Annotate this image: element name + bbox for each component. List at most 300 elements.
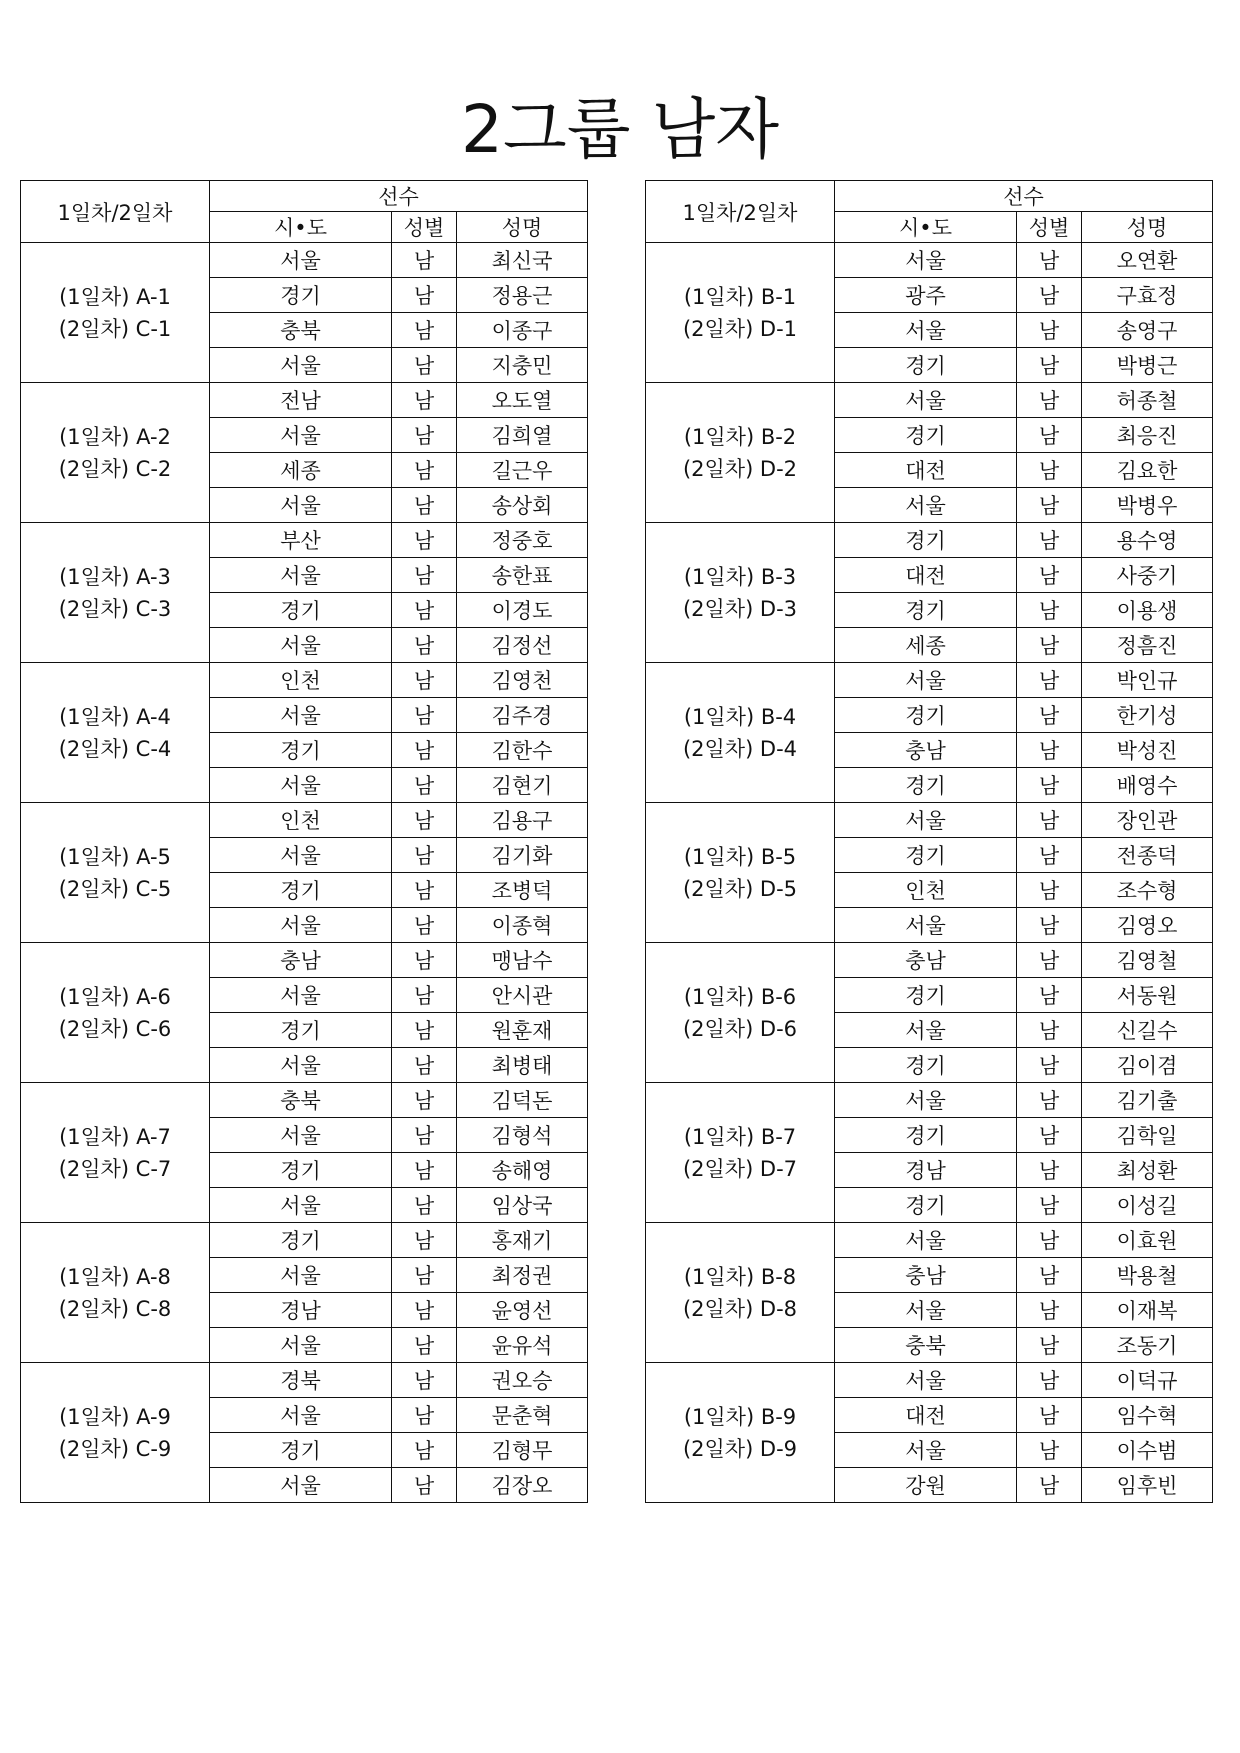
gender-cell: 남	[1017, 1293, 1082, 1328]
region-cell: 서울	[210, 978, 392, 1013]
player-name-cell: 임후빈	[1082, 1468, 1213, 1503]
day2-label: (2일차) C-1	[58, 316, 172, 341]
day1-label: (1일차) B-5	[683, 844, 797, 869]
gender-cell: 남	[392, 1398, 457, 1433]
player-name-cell: 송영구	[1082, 313, 1213, 348]
gender-cell: 남	[1017, 243, 1082, 278]
table-row	[21, 663, 588, 698]
region-cell: 경남	[210, 1293, 392, 1328]
region-cell: 서울	[835, 313, 1017, 348]
gender-cell: 남	[392, 628, 457, 663]
player-name-cell: 맹남수	[457, 943, 588, 978]
day1-label: (1일차) A-1	[59, 284, 171, 309]
day1-label: (1일차) B-8	[683, 1264, 797, 1289]
region-cell: 광주	[835, 278, 1017, 313]
player-name-cell: 김한수	[457, 733, 588, 768]
gender-cell: 남	[392, 1363, 457, 1398]
player-name-cell: 구효정	[1082, 278, 1213, 313]
region-cell: 충남	[835, 733, 1017, 768]
region-cell: 서울	[835, 663, 1017, 698]
player-name-cell: 박용철	[1082, 1258, 1213, 1293]
group-label-cell	[21, 803, 210, 943]
region-cell: 서울	[210, 1188, 392, 1223]
player-name-cell: 김영철	[1082, 943, 1213, 978]
region-cell: 서울	[210, 558, 392, 593]
player-name-cell: 조동기	[1082, 1328, 1213, 1363]
player-name-cell: 김장오	[457, 1468, 588, 1503]
region-cell: 서울	[210, 768, 392, 803]
player-name-cell: 이덕규	[1082, 1363, 1213, 1398]
region-cell: 경기	[835, 838, 1017, 873]
gender-cell: 남	[1017, 488, 1082, 523]
group-label-cell	[646, 1083, 835, 1223]
region-cell: 서울	[835, 803, 1017, 838]
player-name-cell: 송해영	[457, 1153, 588, 1188]
region-cell: 서울	[835, 488, 1017, 523]
region-cell: 서울	[210, 908, 392, 943]
region-cell: 서울	[835, 1223, 1017, 1258]
table-row	[21, 383, 588, 418]
gender-cell: 남	[392, 1293, 457, 1328]
day1-label: (1일차) B-2	[683, 424, 797, 449]
day2-label: (2일차) D-1	[682, 316, 798, 341]
gender-cell: 남	[392, 943, 457, 978]
player-name-cell: 오연환	[1082, 243, 1213, 278]
player-name-cell: 이종혁	[457, 908, 588, 943]
region-cell: 세종	[210, 453, 392, 488]
region-cell: 경기	[835, 698, 1017, 733]
gender-cell: 남	[1017, 1363, 1082, 1398]
group-label-cell	[646, 1363, 835, 1503]
region-cell: 서울	[210, 418, 392, 453]
gender-cell: 남	[392, 278, 457, 313]
gender-cell: 남	[1017, 873, 1082, 908]
group-label-cell	[646, 803, 835, 943]
day2-label: (2일차) D-3	[682, 596, 798, 621]
player-name-cell: 김요한	[1082, 453, 1213, 488]
day2-label: (2일차) D-2	[682, 456, 798, 481]
region-cell: 서울	[210, 488, 392, 523]
region-cell: 전남	[210, 383, 392, 418]
region-cell: 대전	[835, 1398, 1017, 1433]
day1-label: (1일차) B-4	[683, 704, 797, 729]
gender-cell: 남	[392, 1223, 457, 1258]
table-row	[21, 803, 588, 838]
player-name-cell: 오도열	[457, 383, 588, 418]
day1-label: (1일차) B-3	[683, 564, 797, 589]
player-name-cell: 박성진	[1082, 733, 1213, 768]
gender-cell: 남	[1017, 1013, 1082, 1048]
player-name-cell: 원훈재	[457, 1013, 588, 1048]
table-row	[646, 663, 1213, 698]
gender-cell: 남	[392, 453, 457, 488]
region-cell: 서울	[210, 1048, 392, 1083]
region-cell: 충북	[210, 313, 392, 348]
gender-cell: 남	[1017, 733, 1082, 768]
region-cell: 서울	[210, 1258, 392, 1293]
player-name-cell: 송한표	[457, 558, 588, 593]
header-gender: 성별	[392, 212, 457, 243]
region-cell: 서울	[835, 383, 1017, 418]
day1-label: (1일차) A-8	[59, 1264, 171, 1289]
region-cell: 서울	[835, 1433, 1017, 1468]
group-label-cell	[21, 1363, 210, 1503]
header-players: 선수	[210, 181, 588, 212]
day2-label: (2일차) C-7	[58, 1156, 172, 1181]
header-round: 1일차/2일차	[21, 181, 210, 243]
player-name-cell: 장인관	[1082, 803, 1213, 838]
group-label-cell	[646, 243, 835, 383]
player-name-cell: 박인규	[1082, 663, 1213, 698]
player-name-cell: 이재복	[1082, 1293, 1213, 1328]
region-cell: 경기	[835, 418, 1017, 453]
player-name-cell: 박병근	[1082, 348, 1213, 383]
gender-cell: 남	[1017, 1223, 1082, 1258]
gender-cell: 남	[392, 838, 457, 873]
gender-cell: 남	[392, 558, 457, 593]
day1-label: (1일차) A-5	[59, 844, 171, 869]
player-name-cell: 서동원	[1082, 978, 1213, 1013]
player-name-cell: 홍재기	[457, 1223, 588, 1258]
gender-cell: 남	[1017, 593, 1082, 628]
table-row	[21, 1223, 588, 1258]
day1-label: (1일차) A-6	[59, 984, 171, 1009]
header-players: 선수	[835, 181, 1213, 212]
player-name-cell: 허종철	[1082, 383, 1213, 418]
gender-cell: 남	[392, 1328, 457, 1363]
gender-cell: 남	[1017, 908, 1082, 943]
region-cell: 경기	[210, 1013, 392, 1048]
group-label-cell	[646, 663, 835, 803]
player-name-cell: 배영수	[1082, 768, 1213, 803]
table-body	[21, 243, 588, 1503]
player-name-cell: 이수범	[1082, 1433, 1213, 1468]
gender-cell: 남	[1017, 523, 1082, 558]
region-cell: 서울	[835, 1083, 1017, 1118]
player-name-cell: 김기화	[457, 838, 588, 873]
region-cell: 인천	[210, 803, 392, 838]
gender-cell: 남	[1017, 698, 1082, 733]
table-row	[646, 803, 1213, 838]
gender-cell: 남	[392, 733, 457, 768]
gender-cell: 남	[392, 908, 457, 943]
table-row	[21, 243, 588, 278]
region-cell: 서울	[835, 243, 1017, 278]
region-cell: 경기	[210, 593, 392, 628]
gender-cell: 남	[1017, 278, 1082, 313]
player-name-cell: 김희열	[457, 418, 588, 453]
player-name-cell: 이성길	[1082, 1188, 1213, 1223]
region-cell: 서울	[210, 1468, 392, 1503]
region-cell: 경기	[210, 1223, 392, 1258]
page-title: 2그룹 남자	[461, 91, 779, 168]
region-cell: 경기	[210, 1433, 392, 1468]
table-row	[646, 243, 1213, 278]
gender-cell: 남	[1017, 663, 1082, 698]
day1-label: (1일차) A-3	[59, 564, 171, 589]
player-name-cell: 김기출	[1082, 1083, 1213, 1118]
day2-label: (2일차) D-4	[682, 736, 798, 761]
region-cell: 경기	[835, 768, 1017, 803]
header-gender: 성별	[1017, 212, 1082, 243]
day2-label: (2일차) C-5	[58, 876, 172, 901]
header-region: 시•도	[210, 212, 392, 243]
region-cell: 서울	[210, 243, 392, 278]
region-cell: 서울	[835, 1363, 1017, 1398]
region-cell: 대전	[835, 453, 1017, 488]
gender-cell: 남	[1017, 768, 1082, 803]
gender-cell: 남	[392, 1083, 457, 1118]
region-cell: 서울	[210, 698, 392, 733]
gender-cell: 남	[392, 663, 457, 698]
group-label-cell	[21, 1083, 210, 1223]
region-cell: 서울	[210, 838, 392, 873]
group-label-cell	[646, 523, 835, 663]
region-cell: 서울	[210, 1118, 392, 1153]
gender-cell: 남	[1017, 1328, 1082, 1363]
region-cell: 충북	[835, 1328, 1017, 1363]
gender-cell: 남	[392, 1118, 457, 1153]
day1-label: (1일차) A-4	[59, 704, 171, 729]
gender-cell: 남	[392, 593, 457, 628]
player-name-cell: 문춘혁	[457, 1398, 588, 1433]
day2-label: (2일차) D-8	[682, 1296, 798, 1321]
player-name-cell: 김정선	[457, 628, 588, 663]
player-name-cell: 김영오	[1082, 908, 1213, 943]
day1-label: (1일차) A-2	[59, 424, 171, 449]
group-label-cell	[21, 663, 210, 803]
region-cell: 서울	[210, 348, 392, 383]
player-name-cell: 신길수	[1082, 1013, 1213, 1048]
gender-cell: 남	[392, 383, 457, 418]
group-label-cell	[21, 1223, 210, 1363]
day2-label: (2일차) C-3	[58, 596, 172, 621]
gender-cell: 남	[392, 1258, 457, 1293]
day2-label: (2일차) D-7	[682, 1156, 798, 1181]
region-cell: 경기	[210, 873, 392, 908]
player-name-cell: 전종덕	[1082, 838, 1213, 873]
region-cell: 인천	[210, 663, 392, 698]
player-name-cell: 사중기	[1082, 558, 1213, 593]
player-name-cell: 정흠진	[1082, 628, 1213, 663]
region-cell: 서울	[210, 628, 392, 663]
region-cell: 경기	[835, 593, 1017, 628]
player-name-cell: 최성환	[1082, 1153, 1213, 1188]
gender-cell: 남	[1017, 1188, 1082, 1223]
gender-cell: 남	[1017, 383, 1082, 418]
gender-cell: 남	[392, 1468, 457, 1503]
table-row	[21, 943, 588, 978]
region-cell: 경기	[835, 523, 1017, 558]
gender-cell: 남	[1017, 1153, 1082, 1188]
player-name-cell: 김학일	[1082, 1118, 1213, 1153]
day1-label: (1일차) A-9	[59, 1404, 171, 1429]
player-name-cell: 김영천	[457, 663, 588, 698]
table-row	[646, 523, 1213, 558]
region-cell: 강원	[835, 1468, 1017, 1503]
player-name-cell: 김형무	[457, 1433, 588, 1468]
group-table-right	[645, 180, 1213, 1503]
region-cell: 경남	[835, 1153, 1017, 1188]
gender-cell: 남	[392, 1048, 457, 1083]
gender-cell: 남	[392, 873, 457, 908]
group-table-left	[20, 180, 588, 1503]
day2-label: (2일차) C-2	[58, 456, 172, 481]
player-name-cell: 김덕돈	[457, 1083, 588, 1118]
region-cell: 경기	[835, 1118, 1017, 1153]
table-row	[646, 1363, 1213, 1398]
player-name-cell: 정용근	[457, 278, 588, 313]
group-label-cell	[21, 523, 210, 663]
header-region: 시•도	[835, 212, 1017, 243]
gender-cell: 남	[392, 978, 457, 1013]
player-name-cell: 임수혁	[1082, 1398, 1213, 1433]
region-cell: 경기	[835, 348, 1017, 383]
gender-cell: 남	[392, 1013, 457, 1048]
gender-cell: 남	[1017, 558, 1082, 593]
gender-cell: 남	[1017, 978, 1082, 1013]
player-name-cell: 김현기	[457, 768, 588, 803]
gender-cell: 남	[1017, 418, 1082, 453]
player-name-cell: 조수형	[1082, 873, 1213, 908]
region-cell: 대전	[835, 558, 1017, 593]
day1-label: (1일차) B-6	[683, 984, 797, 1009]
day2-label: (2일차) C-9	[58, 1436, 172, 1461]
region-cell: 경기	[835, 1188, 1017, 1223]
player-name-cell: 이효원	[1082, 1223, 1213, 1258]
player-name-cell: 김주경	[457, 698, 588, 733]
group-label-cell	[21, 943, 210, 1083]
region-cell: 서울	[835, 1293, 1017, 1328]
gender-cell: 남	[1017, 313, 1082, 348]
gender-cell: 남	[392, 803, 457, 838]
region-cell: 서울	[210, 1398, 392, 1433]
gender-cell: 남	[392, 523, 457, 558]
group-label-cell	[646, 1223, 835, 1363]
region-cell: 서울	[835, 908, 1017, 943]
player-name-cell: 지충민	[457, 348, 588, 383]
player-name-cell: 최정권	[457, 1258, 588, 1293]
gender-cell: 남	[1017, 1118, 1082, 1153]
group-label-cell	[21, 383, 210, 523]
gender-cell: 남	[1017, 838, 1082, 873]
table-body	[646, 243, 1213, 1503]
region-cell: 충북	[210, 1083, 392, 1118]
region-cell: 경기	[210, 278, 392, 313]
gender-cell: 남	[1017, 1398, 1082, 1433]
player-name-cell: 이경도	[457, 593, 588, 628]
region-cell: 충남	[835, 943, 1017, 978]
table-row	[21, 1363, 588, 1398]
region-cell: 인천	[835, 873, 1017, 908]
player-name-cell: 김이겸	[1082, 1048, 1213, 1083]
table-row	[21, 1083, 588, 1118]
day1-label: (1일차) B-7	[683, 1124, 797, 1149]
gender-cell: 남	[1017, 1258, 1082, 1293]
player-name-cell: 임상국	[457, 1188, 588, 1223]
player-name-cell: 송상회	[457, 488, 588, 523]
day1-label: (1일차) A-7	[59, 1124, 171, 1149]
player-name-cell: 한기성	[1082, 698, 1213, 733]
player-name-cell: 조병덕	[457, 873, 588, 908]
day2-label: (2일차) D-9	[682, 1436, 798, 1461]
player-name-cell: 권오승	[457, 1363, 588, 1398]
gender-cell: 남	[1017, 348, 1082, 383]
gender-cell: 남	[1017, 1468, 1082, 1503]
day1-label: (1일차) B-1	[683, 284, 797, 309]
player-name-cell: 길근우	[457, 453, 588, 488]
gender-cell: 남	[392, 418, 457, 453]
player-name-cell: 윤영선	[457, 1293, 588, 1328]
player-name-cell: 박병우	[1082, 488, 1213, 523]
region-cell: 경기	[210, 733, 392, 768]
gender-cell: 남	[392, 1153, 457, 1188]
group-label-cell	[21, 243, 210, 383]
player-name-cell: 이종구	[457, 313, 588, 348]
gender-cell: 남	[1017, 1048, 1082, 1083]
table-row	[646, 383, 1213, 418]
day2-label: (2일차) C-8	[58, 1296, 172, 1321]
table-row	[646, 1223, 1213, 1258]
day2-label: (2일차) C-4	[58, 736, 172, 761]
region-cell: 충남	[835, 1258, 1017, 1293]
gender-cell: 남	[392, 1433, 457, 1468]
day1-label: (1일차) B-9	[683, 1404, 797, 1429]
gender-cell: 남	[1017, 1433, 1082, 1468]
gender-cell: 남	[392, 488, 457, 523]
player-name-cell: 용수영	[1082, 523, 1213, 558]
region-cell: 경기	[835, 978, 1017, 1013]
gender-cell: 남	[392, 1188, 457, 1223]
region-cell: 서울	[835, 1013, 1017, 1048]
table-row	[646, 943, 1213, 978]
player-name-cell: 최병태	[457, 1048, 588, 1083]
player-name-cell: 김용구	[457, 803, 588, 838]
player-name-cell: 이용생	[1082, 593, 1213, 628]
gender-cell: 남	[392, 768, 457, 803]
player-name-cell: 윤유석	[457, 1328, 588, 1363]
day2-label: (2일차) C-6	[58, 1016, 172, 1041]
gender-cell: 남	[1017, 628, 1082, 663]
table-row	[646, 1083, 1213, 1118]
header-name: 성명	[457, 212, 588, 243]
player-name-cell: 안시관	[457, 978, 588, 1013]
player-name-cell: 정중호	[457, 523, 588, 558]
player-name-cell: 김형석	[457, 1118, 588, 1153]
region-cell: 경북	[210, 1363, 392, 1398]
region-cell: 세종	[835, 628, 1017, 663]
player-name-cell: 최신국	[457, 243, 588, 278]
group-label-cell	[646, 943, 835, 1083]
gender-cell: 남	[1017, 1083, 1082, 1118]
region-cell: 서울	[210, 1328, 392, 1363]
day2-label: (2일차) D-6	[682, 1016, 798, 1041]
region-cell: 경기	[835, 1048, 1017, 1083]
gender-cell: 남	[392, 243, 457, 278]
header-round: 1일차/2일차	[646, 181, 835, 243]
region-cell: 부산	[210, 523, 392, 558]
day2-label: (2일차) D-5	[682, 876, 798, 901]
gender-cell: 남	[1017, 803, 1082, 838]
group-label-cell	[646, 383, 835, 523]
gender-cell: 남	[1017, 943, 1082, 978]
player-name-cell: 최응진	[1082, 418, 1213, 453]
region-cell: 경기	[210, 1153, 392, 1188]
gender-cell: 남	[1017, 453, 1082, 488]
gender-cell: 남	[392, 313, 457, 348]
gender-cell: 남	[392, 348, 457, 383]
table-row	[21, 523, 588, 558]
